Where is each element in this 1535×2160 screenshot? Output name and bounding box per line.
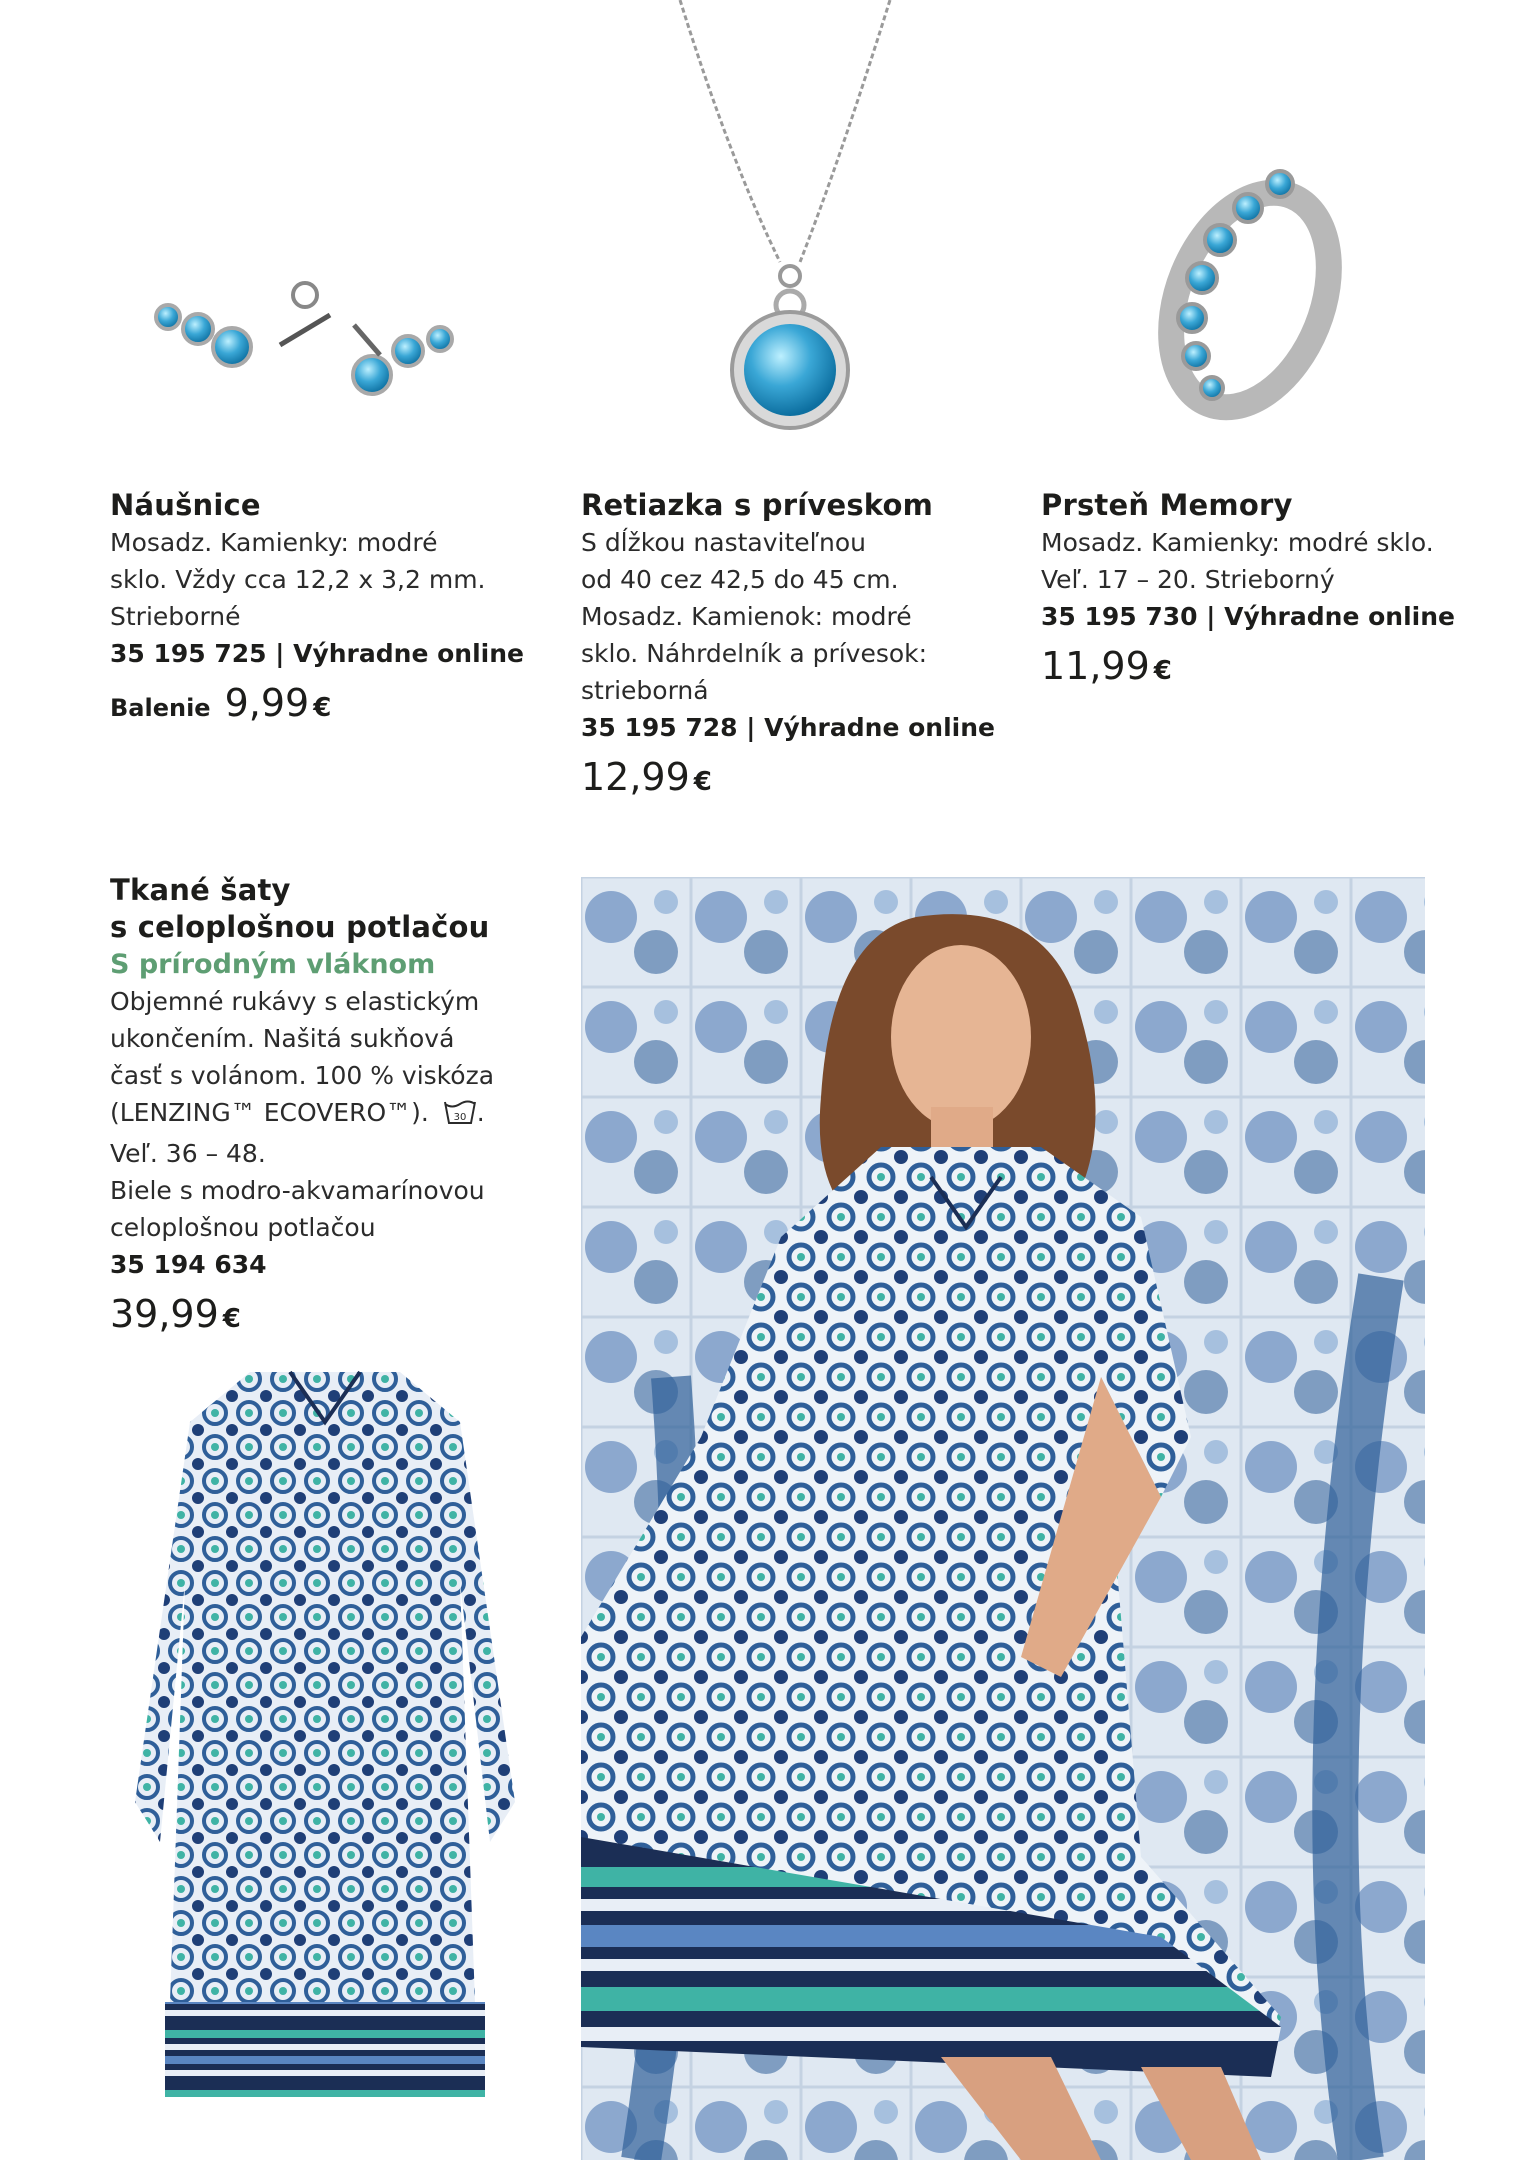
description-text-2: Veľ. 36 – 48. Biele s modro-akvamarínovou celoplošnou potlačou <box>110 1139 485 1242</box>
package-label: Balenie <box>110 694 211 722</box>
product-description: S dĺžkou nastaviteľnou od 40 cez 42,5 do 45 cm. Mosadz. Kamienok: modré sklo. Náhrdelník a prívesok: strieborná <box>581 528 928 705</box>
product-dress <box>110 872 530 1337</box>
product-title: Tkané šaty s celoplošnou potlačou <box>110 873 490 944</box>
washing-symbol-icon <box>443 1098 477 1135</box>
product-price: 12,99 <box>581 755 690 799</box>
model-photo <box>581 877 1425 2160</box>
dress-product-image <box>130 1362 520 2102</box>
product-code: 35 195 728 | Výhradne online <box>581 713 995 742</box>
product-title: Retiazka s príveskom <box>581 488 934 522</box>
product-description: Mosadz. Kamienky: modré sklo. Veľ. 17 – 20. Strieborný <box>1041 528 1434 594</box>
product-code: 35 194 634 <box>110 1250 267 1279</box>
currency-symbol: € <box>222 1304 241 1334</box>
ring-image <box>1140 160 1360 440</box>
washing-temperature: 30 <box>453 1112 467 1123</box>
product-description: Objemné rukávy s elastickým ukončením. Našitá sukňová časť s volánom. 100 % viskóza (LENZING™ ECOVERO™). 30 . Veľ. 36 – 48. Biele s modro-akvamarínovou celoplošnou potlačou <box>110 983 530 1246</box>
currency-symbol: € <box>313 693 332 723</box>
product-price: 11,99 <box>1041 644 1150 688</box>
product-earrings <box>110 487 530 726</box>
earrings-image <box>140 255 480 415</box>
product-title: Prsteň Memory <box>1041 488 1293 522</box>
product-title: Náušnice <box>110 488 261 522</box>
currency-symbol: € <box>1153 656 1172 686</box>
product-code: 35 195 725 | Výhradne online <box>110 639 524 668</box>
currency-symbol: € <box>693 767 712 797</box>
product-necklace <box>581 487 1001 800</box>
product-ring <box>1041 487 1481 689</box>
product-price: 9,99 <box>224 681 310 725</box>
description-text: Objemné rukávy s elastickým ukončením. Našitá sukňová časť s volánom. 100 % viskóza (LENZING™ ECOVERO™). <box>110 987 495 1127</box>
product-code: 35 195 730 | Výhradne online <box>1041 602 1455 631</box>
product-description: Mosadz. Kamienky: modré sklo. Vždy cca 12,2 x 3,2 mm. Strieborné <box>110 528 486 631</box>
product-price: 39,99 <box>110 1292 219 1336</box>
necklace-image <box>660 0 920 440</box>
product-subtitle: S prírodným vláknom <box>110 949 436 980</box>
